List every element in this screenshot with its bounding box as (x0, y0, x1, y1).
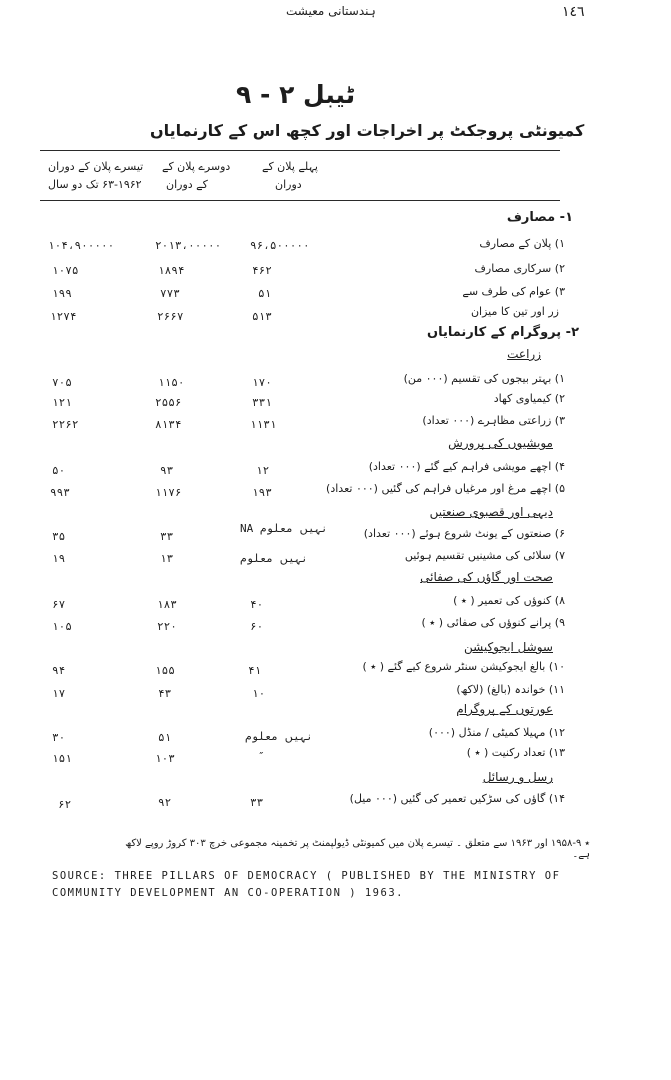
row-value-third: ۹۹۳ (50, 486, 70, 499)
row-value-first: ۴۱ (248, 664, 262, 677)
row-value-third: ۵۰ (52, 464, 66, 477)
row-value-first: ۴۰ (250, 598, 264, 611)
row-label: ۲) سرکاری مصارف (474, 262, 565, 275)
row-label: ۱۲) مہیلا کمیٹی / منڈل (۰۰۰) (428, 726, 565, 739)
section-achievements: ۲- پروگرام کے کارنمایاں (426, 325, 579, 340)
row-value-third: ۱۲۱ (52, 396, 72, 409)
row-value-second: ۱۱۵۰ (158, 376, 185, 389)
row-value-third: ۹۴ (52, 664, 66, 677)
row-value-second: ۱۱۷۶ (155, 486, 182, 499)
row-label: ۹) پرانے کنوؤں کی صفائی ( ٭ ) (421, 616, 565, 629)
row-label: ۱) پلان کے مصارف (479, 237, 565, 250)
row-value-third: ۱۲۷۴ (50, 310, 77, 323)
row-label: ۱۱) خواندہ (بالغ) (لاکھ) (456, 683, 565, 696)
row-value-second: ۴۳ (158, 687, 172, 700)
row-value-third: ۱۵۱ (52, 752, 72, 765)
row-value-second: ۱۸۹۴ (158, 264, 185, 277)
row-value-third: ۶۷ (52, 598, 66, 611)
row-value-second: ۷۷۳ (160, 287, 180, 300)
row-value-third: ۱۹۹ (52, 287, 72, 300)
row-label: ۶) صنعتوں کے یونٹ شروع ہوئے (۰۰۰ تعداد) (363, 527, 565, 540)
row-value-first: ۱۷۰ (252, 376, 272, 389)
row-value-third: ۱۹ (52, 552, 66, 565)
row-value-second: ۲۲۰ (157, 620, 177, 633)
row-value-third: ۱۰۴،۹۰۰۰۰۰ (48, 239, 115, 252)
subsection-social-education: سوشل ایجوکیشن (463, 640, 553, 654)
subsection-agriculture: زراعت (507, 347, 541, 361)
row-value-third: ۱۷ (52, 687, 66, 700)
row-value-third: ۱۰۷۵ (52, 264, 79, 277)
row-value-first: ۱۲ (256, 464, 270, 477)
row-label: ۱) بہتر بیجوں کی تقسیم (۰۰۰ من) (403, 372, 565, 385)
row-label: ۸) کنوؤں کی تعمیر ( ٭ ) (453, 594, 565, 607)
row-value-second: ۱۵۵ (155, 664, 175, 677)
col-third-line1: تیسرے پلان کے دوران (48, 160, 144, 173)
row-value-first: ۵۱ (258, 287, 272, 300)
source-note: SOURCE: THREE PILLARS OF DEMOCRACY ( PUBLISHED BY THE MINISTRY OF COMMUNITY DEVELOPMENT AN CO-OPERATION ) 1963. (52, 870, 561, 899)
row-value-first: ۱۰ (252, 687, 266, 700)
row-label: ۳) عوام کی طرف سے (462, 285, 565, 298)
row-value-first: ۳۳ (250, 796, 264, 809)
row-value-third: ۷۰۵ (52, 376, 72, 389)
row-value-third: ۳۰ (52, 731, 66, 744)
page-number: ١٤٦ (562, 4, 585, 20)
row-value-third: ۳۵ (52, 530, 66, 543)
row-label: ۴) اچھے مویشی فراہم کیے گئے (۰۰۰ تعداد) (368, 460, 565, 473)
header-rule-bottom (40, 200, 560, 201)
table-title: ٹیبل ۲ - ۹ (236, 80, 356, 109)
row-value-first: ۱۹۳ (252, 486, 272, 499)
row-value-first: NA نہیں معلوم (240, 522, 328, 535)
col-first-line2: دوران (275, 178, 302, 191)
header-rule-top (40, 150, 560, 151)
row-label: ۱۴) گاؤں کی سڑکیں تعمیر کی گئیں (۰۰۰ میل) (349, 792, 565, 805)
row-label: زر اور تین کا میزان (470, 305, 559, 318)
running-head: ہندستانی معیشت (286, 4, 376, 18)
row-value-second: ۵۱ (158, 731, 172, 744)
subsection-communication: رسل و رسائل (482, 770, 553, 784)
row-value-second: ۹۲ (158, 796, 172, 809)
row-value-second: ۲۰۱۳،۰۰۰۰۰ (155, 239, 222, 252)
row-value-second: ۳۳ (160, 530, 174, 543)
row-value-first: ۱۱۳۱ (250, 418, 277, 431)
row-value-first: ۵۱۳ (252, 310, 272, 323)
subsection-women: عورتوں کے پروگرام (456, 702, 553, 716)
row-label: ۳) زراعتی مظاہرے (۰۰۰ تعداد) (422, 414, 565, 427)
row-value-first: ″ (258, 750, 265, 763)
col-second-line1: دوسرے پلان کے (162, 160, 231, 173)
row-value-second: ۱۰۳ (155, 752, 175, 765)
row-value-second: ۲۵۵۶ (155, 396, 182, 409)
row-value-first: ۶۰ (250, 620, 264, 633)
row-value-first: نہیں معلوم (245, 730, 313, 743)
col-second-line2: کے دوران (166, 178, 208, 191)
table-subtitle: کمیونٹی پروجکٹ پر اخراجات اور کچھ اس کے کارنمایاں (150, 121, 585, 140)
table-footnote: ٭ ۹-۱۹۵۸ اور ۱۹۶۳ سے متعلق ۔ تیسرے پلان میں کمیونٹی ڈیولپمنٹ پر تخمینہ مجموعی خرچ ۳۰۳ کروڑ روپے لاکھ ہے۔ (125, 838, 590, 860)
section-expenses: ۱- مصارف (506, 210, 573, 225)
subsection-livestock: مویشیوں کی پرورش (448, 436, 553, 450)
col-third-line2: ۶۳-۱۹۶۲ تک دو سال (48, 178, 142, 191)
row-label: ۱۳) تعداد رکنیت ( ٭ ) (466, 746, 565, 759)
row-value-third: ۶۲ (58, 798, 72, 811)
row-value-second: ۲۶۶۷ (157, 310, 184, 323)
row-value-first: ۴۶۲ (252, 264, 272, 277)
row-label: ۲) کیمیاوی کھاد (493, 392, 565, 405)
subsection-rural-industry: دیہی اور قصبوی صنعتیں (429, 505, 553, 519)
row-value-second: ۱۸۳ (157, 598, 177, 611)
col-first-line1: پہلے پلان کے (262, 160, 318, 173)
row-label: ۵) اچھے مرغ اور مرغیاں فراہم کی گئیں (۰۰۰ تعداد) (326, 482, 565, 495)
row-value-first: ۹۶،۵۰۰۰۰۰ (250, 239, 310, 252)
row-value-second: ۱۳ (160, 552, 174, 565)
row-value-first: نہیں معلوم (240, 552, 308, 565)
subsection-health: صحت اور گاؤں کی صفائی (420, 570, 553, 584)
row-value-third: ۲۲۶۲ (52, 418, 79, 431)
row-label: ۱۰) بالغ ایجوکیشن سنٹر شروع کیے گئے ( ٭ ) (362, 660, 565, 673)
row-value-second: ۸۱۳۴ (155, 418, 182, 431)
row-value-second: ۹۳ (160, 464, 174, 477)
row-value-third: ۱۰۵ (52, 620, 72, 633)
row-value-first: ۳۳۱ (252, 396, 272, 409)
row-label: ۷) سلائی کی مشینیں تقسیم ہوئیں (404, 549, 565, 562)
